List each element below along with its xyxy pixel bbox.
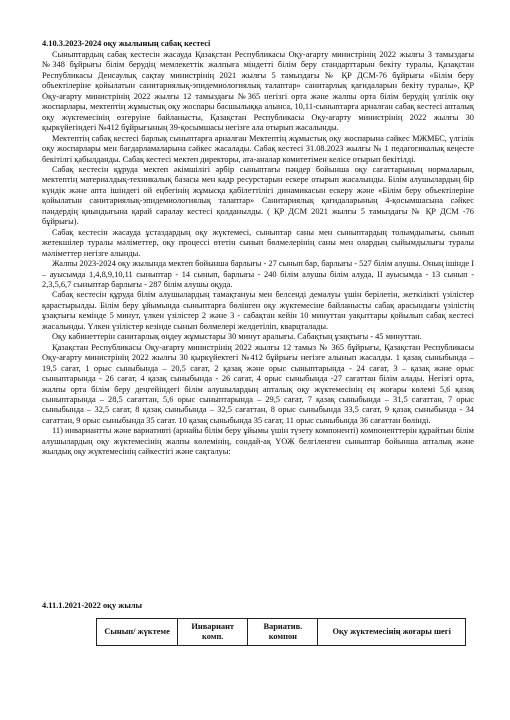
paragraph: Оқу кабинеттерін санитарлық өңдеу жұмыстары 30 минут аралығы. Сабақтың ұзақтығы - 45 минуттан. xyxy=(52,332,422,342)
paragraph: Сабақ кестесін құруда мектеп әкімшілігі әрбір сыныптағы пәндер бойынша оқу сағаттарының нормаларын, мектептің материалдық-техникалық базасы мен кадр ресурстарын ескере отырып жасалынды. Білім алушылардың бір күндік және апта ішіндегі ой еңбегінің жұмысқа қабілеттілігі динамикасын ескеру және «Білім беру объектілеріне қойылатын санитариялық-эпидемиологиялық талаптар» Санитариялық қағидаларының 4-қосымшасына сәйкес пәндердің қиындығына қарай саралау кестесі қолданылды. ( ҚР ДСМ 2021 жылғы 5 тамыздағы № ҚР ДСМ -76 бұйрығы). xyxy=(42,164,474,227)
subsection-heading: 4.11.1.2021-2022 оқу жылы xyxy=(42,601,143,610)
paragraph: Сабақ кестесін жасауда ұстаздардың оқу жүктемесі, сыныптар саны мен сыныптардың толымдылығы, сынып жетекшілер туралы мәліметтер, оқу процессі өтетін сынып бөлмелерінің саны мен олардың сыйымдылығы туралы мәліметтер негізге алынды. xyxy=(42,227,474,258)
workload-table xyxy=(96,618,466,646)
table-header-cell: Оқу жүктемесінің жоғары шегі xyxy=(318,619,466,646)
table-header-cell: Сынып/ жүктеме xyxy=(97,619,178,646)
table-header-cell: Вариатив. компон xyxy=(248,619,318,646)
section-heading: 4.10.3.2023-2024 оқу жылының сабақ кестесі xyxy=(42,39,211,48)
paragraph: Мектептің сабақ кестесі барлық сыныптарға арналған Мектептің жұмыстық оқу жоспарына сәйкес МЖМБС, үлгілік оқу жоспарлары мен бағдарламаларына сәйкес жасалады. Сабақ кестесі 31.08.2023 жылғы № 1 педагогикалық кеңесте бекітілгі қабылданды. Сабақ кестесі мектеп директоры, ата-аналар комитетімен келісе отырып бекітілді. xyxy=(42,133,474,164)
paragraph: Қазақстан Республикасы Оқу-ағарту министрінің 2022 жылғы 12 тамыз № 365 бұйрығы, Қазақстан Республикасы Оқу-ағарту министрінің 2022 жылғы 30 қыркүйектегі №412 бұйрығы негізге алынып жасалды. 1 қазақ сыныбында – 19,5 сағат, 1 орыс сыныбында – 20,5 сағат, 2 қазақ және орыс сыныптарында - 24 сағат, 3 – қазақ және орыс сыныптарында - 26 сағат, 4 қазақ сыныбында - 26 сағат, 4 орыс сыныбында -27 сағаттан білім алады. Негізгі орта, жалпы орта білім беру деңгейіндегі білім алушылардың апталық оқу жүктемесінің ең жоғары көлемі 5,6 қазақ сыныптарында – 28,5 сағаттан, 5,6 орыс сыныптарында – 29,5 сағат, 7 қазақ сыныбында – 31,5 сағаттан, 7 орыс сыныбында – 32,5 сағат, 8 қазақ сыныбында – 32,5 сағаттан, 8 орыс сыныбында 33,5 сағат, 9 қазақ сыныбында - 34 сағаттан, 9 орыс сыныбында 35 сағат. 10 қазақ сыныбында 35 сағат, 11 орыс сыныбында 36 сағаттан бөлінді. xyxy=(42,342,474,425)
paragraph: Сабақ кестесін құруда білім алушылардың тамақтануы мен белсенді демалуы үшін берілетін, жеткілікті үзілістер қарастырылды. Білім беру ұйымында сыныптарға бөлінген оқу жүктемесіне байланысты сабақ арасындағы үзілістің ұзақтығы кемінде 5 минут, үлкен үзілістер 2 және 3 - сабақтан кейін 10 минуттан уақыттары қойылып сабақ кестесі жасалынды. Үлкен үзілістер кезінде сынып бөлмелері желдетіліп, кварцталады. xyxy=(42,290,474,331)
paragraph: Сыныптардың сабақ кестесін жасауда Қазақстан Республикасы Оқу-ағарту министрінің 2022 жылғы 3 тамыздағы №348 бұйрығы білім берудің мемлекеттік жалпыға міндетті білім беру стандарттарын бекіту туралы, Қазақстан Республикасы Денсаулық сақтау министрінің 2021 жылғы 5 тамыздағы № ҚР ДСМ-76 бұйрығы «Білім беру объектілеріне қойылатын санитариялық-эпидемиологиялық талаптар» санитарлық қағидаларын бекіту туралы», ҚР Оқу-ағарту министрінің 2022 жылғы 12 тамыздағы №365 негізгі орта және жалпы орта білім берудің үлгілік оқу жоспарлары, мектептің жұмыстық оқу жоспары басшылыққа алынса, 10,11-сыныптарға арналған сабақ кестесі апталық оқу жүктемесінің өзгеруіне байланысты, Қазақстан Республикасы Оқу-ағарту министрінің 2022 жылғы 30 қыркүйегіндегі №412 бұйрығының 39-қосымшасы негізге ала отырып жасалынды. xyxy=(42,50,474,133)
paragraph: 11) инвариантты және вариативті (арнайы білім беру ұйымы үшін түзету компоненті) компоненттерін құрайтын білім алушылардың оқу жүктемесінің жалпы көлемінің, сондай-ақ ҮОЖ белгіленген сыныптар бойынша апталық және жылдық оқу жүктемесінің сәйкестігі және сақталуы: xyxy=(42,426,474,457)
paragraph: Жалпы 2023-2024 оқу жылында мектеп бойынша барлығы - 27 сынып бар, барлығы - 527 білім алушы. Оның ішінде I – ауысымда 1,4,8,9,10,11 сыныптар - 14 сынып, барлығы - 240 білім алушы білім алуда, II ауысымда - 13 сынып - 2,3,5,6,7 сыныптар барлығы - 287 білім алушы оқуда. xyxy=(42,259,474,289)
table-header-cell: Инвариант комп. xyxy=(178,619,248,646)
table-header-row xyxy=(97,619,466,646)
document-body xyxy=(42,50,474,458)
